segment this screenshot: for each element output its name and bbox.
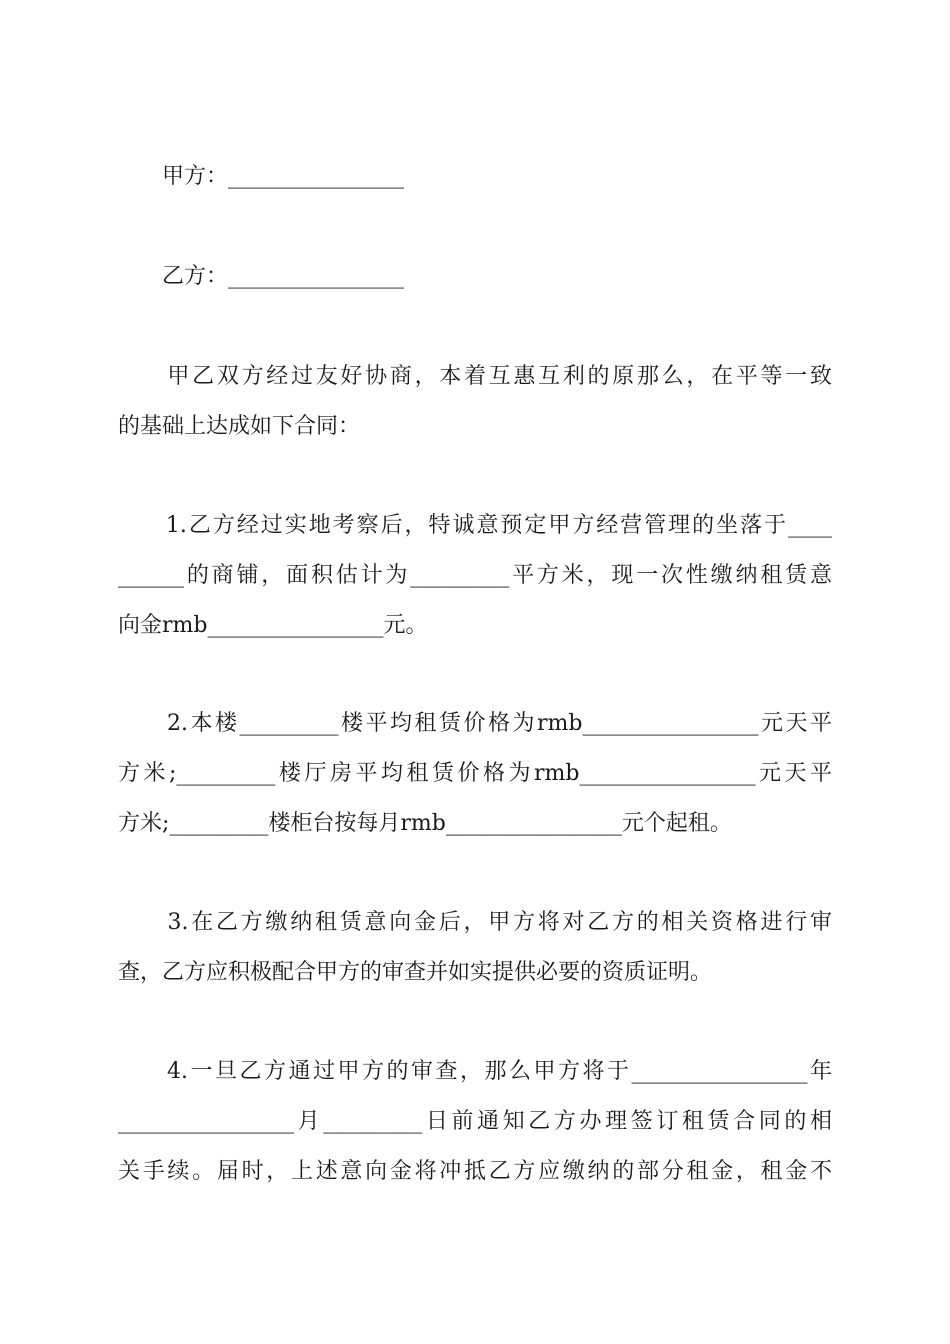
clause-1-line-1: 1.乙方经过实地考察后，特诚意预定甲方经营管理的坐落于____ bbox=[118, 513, 832, 538]
party-b-line: 乙方：________________ bbox=[118, 264, 405, 289]
clause-4-line-2: ________________月_________日前通知乙方办理签订租赁合同的相 bbox=[118, 1109, 832, 1134]
clause-2-line-1: 2.本楼_________楼平均租赁价格为rmb________________元天平 bbox=[118, 711, 832, 736]
clause-2-line-2: 方米;_________楼厅房平均租赁价格为rmb________________元天平 bbox=[118, 761, 832, 786]
clause-4-line-1: 4.一旦乙方通过甲方的审查，那么甲方将于________________年 bbox=[118, 1059, 832, 1084]
clause-3-line-1: 3.在乙方缴纳租赁意向金后，甲方将对乙方的相关资格进行审 bbox=[118, 910, 832, 935]
preamble-line-1: 甲乙双方经过友好协商，本着互惠互利的原那么，在平等一致 bbox=[118, 364, 832, 389]
clause-1-line-2: ______的商铺，面积估计为_________平方米，现一次性缴纳租赁意 bbox=[118, 563, 832, 588]
party-a-line: 甲方：________________ bbox=[118, 164, 405, 189]
clause-4-line-3: 关手续。届时，上述意向金将冲抵乙方应缴纳的部分租金，租金不 bbox=[118, 1159, 832, 1184]
clause-3-line-2: 查，乙方应积极配合甲方的审查并如实提供必要的资质证明。 bbox=[118, 960, 713, 985]
preamble-line-2: 的基础上达成如下合同： bbox=[118, 414, 361, 439]
clause-2-line-3: 方米;_________楼柜台按每月rmb________________元个起租。 bbox=[118, 811, 732, 836]
clause-1-line-3: 向金rmb________________元。 bbox=[118, 613, 428, 638]
